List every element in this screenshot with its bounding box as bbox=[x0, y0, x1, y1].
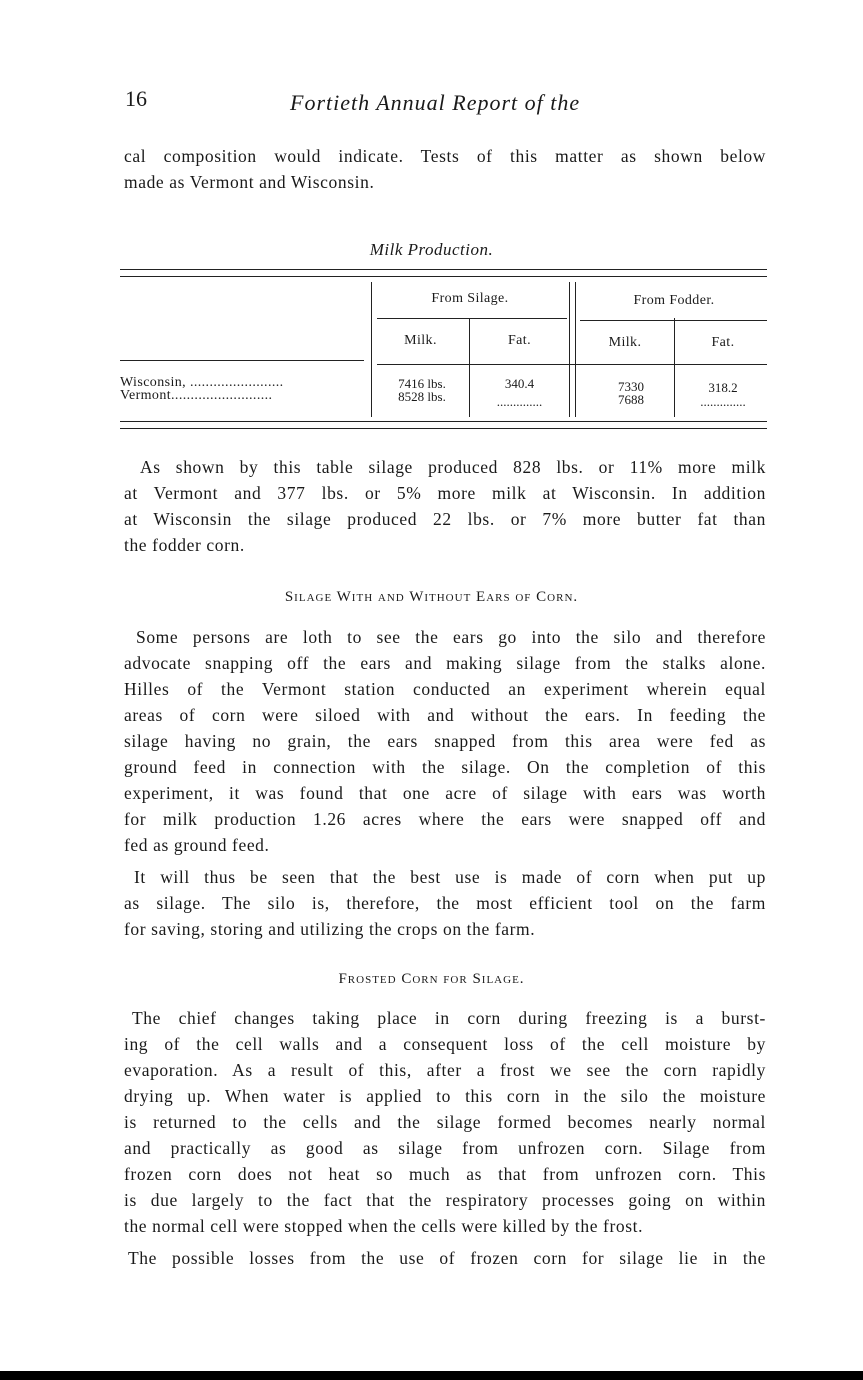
text-line: areas of corn were siloed with and without the ears. In feeding the bbox=[124, 705, 766, 725]
group-rule bbox=[377, 318, 567, 319]
column-divider bbox=[569, 282, 570, 417]
table-cell: 8528 lbs. bbox=[398, 389, 446, 404]
text-line: drying up. When water is applied to this corn in the silo the moisture bbox=[124, 1086, 766, 1106]
header-rule bbox=[377, 364, 767, 365]
text-line: at Wisconsin the silage produced 22 lbs. or 7% more butter fat than bbox=[124, 509, 766, 529]
group-rule bbox=[580, 320, 767, 321]
section-heading: Silage With and Without Ears of Corn. bbox=[284, 589, 579, 605]
table-cell: 7416 lbs. bbox=[398, 376, 446, 391]
paragraph-possible-losses bbox=[124, 1245, 766, 1271]
text-line: silage having no grain, the ears snapped from this area were fed as bbox=[124, 731, 766, 751]
text-line: Hilles of the Vermont station conducted an experiment wherein equal bbox=[124, 679, 766, 699]
table-cell: 7688 bbox=[618, 392, 644, 407]
text-line: frozen corn does not heat so much as that from unfrozen corn. This bbox=[124, 1164, 766, 1184]
column-header-milk: Milk. bbox=[608, 335, 642, 350]
table-cell: 7330 bbox=[618, 379, 644, 394]
paragraph-table-summary bbox=[124, 454, 766, 558]
text-line: advocate snapping off the ears and making silage from the stalks alone. bbox=[124, 653, 766, 673]
row-label: Vermont.......................... bbox=[120, 388, 273, 403]
text-line: Some persons are loth to see the ears go into the silo and therefore bbox=[136, 627, 766, 647]
text-line: cal composition would indicate. Tests of this matter as shown below bbox=[124, 146, 766, 166]
text-line: the normal cell were stopped when the cells were killed by the frost. bbox=[124, 1216, 644, 1236]
running-head: Fortieth Annual Report of the bbox=[290, 90, 581, 115]
table-title: Milk Production. bbox=[369, 240, 494, 259]
paragraph-frosted-corn bbox=[124, 1005, 766, 1239]
text-line: ing of the cell walls and a consequent loss of the cell moisture by bbox=[124, 1034, 766, 1054]
table-cell: 318.2 bbox=[708, 380, 738, 395]
text-line: ground feed in connection with the silage. On the completion of this bbox=[124, 757, 766, 777]
column-header-fat: Fat. bbox=[711, 335, 735, 350]
header-rule bbox=[120, 360, 364, 361]
scan-edge-bar bbox=[0, 1371, 863, 1380]
intro-paragraph bbox=[124, 143, 766, 195]
table-bottom-rule bbox=[120, 421, 767, 422]
table-top-rule bbox=[120, 269, 767, 270]
section-heading: Frosted Corn for Silage. bbox=[338, 971, 525, 987]
text-line: is returned to the cells and the silage formed becomes nearly normal bbox=[124, 1112, 766, 1132]
text-line: and practically as good as silage from unfrozen corn. Silage from bbox=[124, 1138, 766, 1158]
text-line: is due largely to the fact that the respiratory processes going on within bbox=[124, 1190, 766, 1210]
paragraph-best-use bbox=[124, 864, 766, 942]
table-top-rule bbox=[120, 276, 767, 277]
text-line: The possible losses from the use of frozen corn for silage lie in the bbox=[128, 1248, 766, 1268]
table-cell: 340.4 bbox=[504, 376, 535, 391]
column-header-milk: Milk. bbox=[404, 333, 437, 348]
table-cell: .............. bbox=[700, 394, 746, 409]
group-header-fodder: From Fodder. bbox=[633, 293, 715, 308]
text-line: As shown by this table silage produced 828 lbs. or 11% more milk bbox=[140, 457, 766, 477]
table-cell: .............. bbox=[496, 394, 543, 409]
text-line: The chief changes taking place in corn during freezing is a burst- bbox=[132, 1008, 766, 1028]
row-label: Wisconsin, ........................ bbox=[120, 375, 284, 390]
text-line: It will thus be seen that the best use is made of corn when put up bbox=[134, 867, 766, 887]
paragraph-ears-of-corn bbox=[124, 624, 766, 858]
group-header-silage: From Silage. bbox=[431, 291, 509, 306]
page-number: 16 bbox=[125, 86, 147, 111]
text-line: the fodder corn. bbox=[124, 535, 245, 555]
text-line: as silage. The silo is, therefore, the most efficient tool on the farm bbox=[124, 893, 766, 913]
text-line: for saving, storing and utilizing the crops on the farm. bbox=[124, 919, 536, 939]
text-line: made as Vermont and Wisconsin. bbox=[124, 172, 375, 192]
table-bottom-rule bbox=[120, 428, 767, 429]
text-line: for milk production 1.26 acres where the ears were snapped off and bbox=[124, 809, 766, 829]
text-line: fed as ground feed. bbox=[124, 835, 270, 855]
text-line: at Vermont and 377 lbs. or 5% more milk at Wisconsin. In addition bbox=[124, 483, 766, 503]
text-line: evaporation. As a result of this, after a frost we see the corn rapidly bbox=[124, 1060, 766, 1080]
column-header-fat: Fat. bbox=[508, 333, 531, 348]
text-line: experiment, it was found that one acre of silage with ears was worth bbox=[124, 783, 766, 803]
